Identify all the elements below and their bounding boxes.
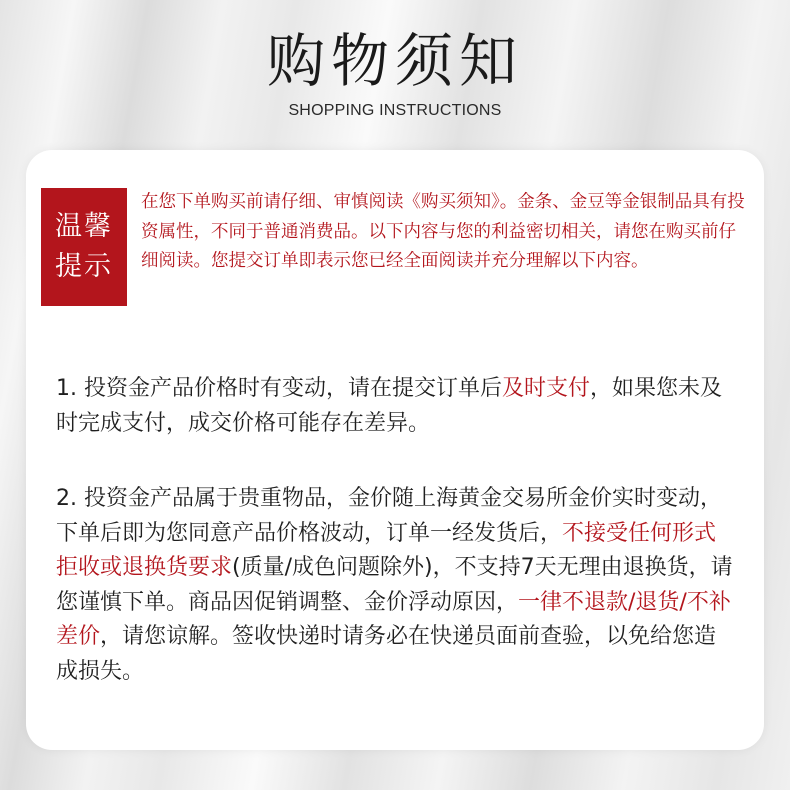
item-1-highlight: 及时支付 xyxy=(502,376,591,401)
notice-badge xyxy=(41,188,127,306)
item-1-text-b: ，如果您未及时完成支付，成交价格可能存在差异。 xyxy=(56,376,723,436)
notice-text: 在您下单购买前请仔细、审慎阅读《购买须知》。金条、金豆等金银制品具有投资属性，不同于普通消费品。以下内容与您的利益密切相关，请您在购买前仔细阅读。您提交订单即表示您已经全面阅读并充分理解以下内容。 xyxy=(141,192,745,271)
instruction-item-1 xyxy=(56,372,736,441)
notice-badge-line1: 温馨 xyxy=(55,211,113,242)
instruction-item-2 xyxy=(56,482,736,689)
item-1-text-a: 1. 投资金产品价格时有变动，请在提交订单后 xyxy=(56,376,502,401)
item-2-text-a: 2. 投资金产品属于贵重物品，金价随上海黄金交易所金价实时变动，下单后即为您同意产品价格波动，订单一经发货后， xyxy=(56,486,722,546)
item-2-highlight-1: 不接受任何形式拒收或退换货要求 xyxy=(56,520,717,580)
instructions-card xyxy=(26,150,764,750)
page-header xyxy=(0,26,790,120)
page-title: 购物须知 xyxy=(266,27,523,95)
notice-block xyxy=(41,188,751,306)
notice-badge-line2: 提示 xyxy=(55,251,113,282)
page-subtitle: SHOPPING INSTRUCTIONS xyxy=(288,102,502,119)
item-2-text-b: (质量/成色问题除外)，不支持7天无理由退换货，请您谨慎下单。商品因促销调整、金价浮动原因， xyxy=(56,555,733,615)
item-2-text-c: ，请您谅解。签收快递时请务必在快递员面前查验，以免给您造成损失。 xyxy=(56,624,717,684)
item-2-highlight-2: 一律不退款/退货/不补差价 xyxy=(56,589,731,649)
